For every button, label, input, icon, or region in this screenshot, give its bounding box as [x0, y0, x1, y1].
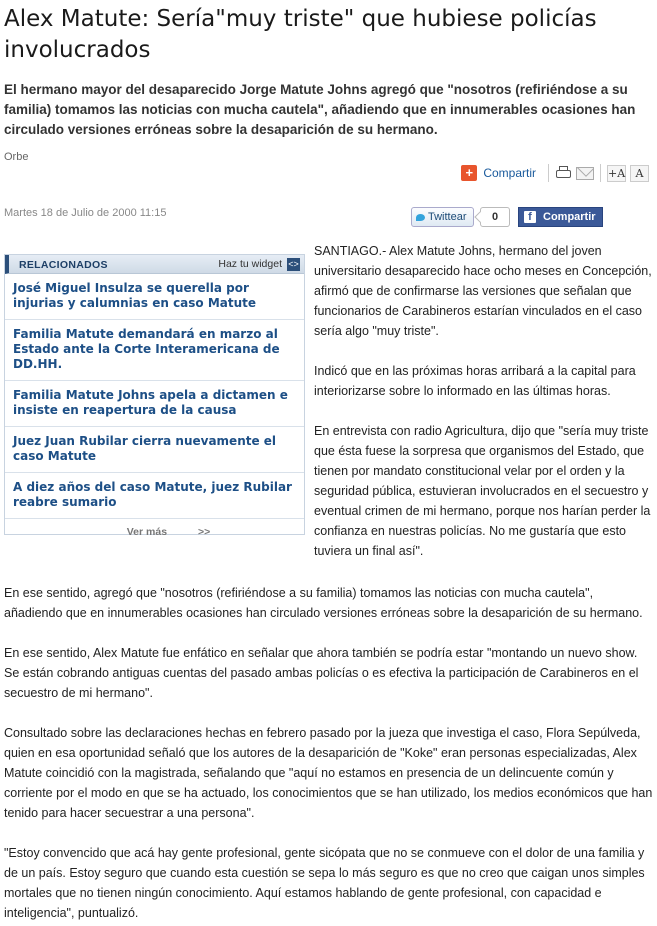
see-more-label: Ver más	[126, 526, 168, 538]
widget-link[interactable]: Haz tu widget	[218, 258, 282, 270]
font-larger-button[interactable]: +A	[608, 166, 626, 180]
related-header	[5, 255, 304, 274]
article-source: Orbe	[4, 151, 29, 163]
related-heading: RELACIONADOS	[19, 259, 108, 271]
tool-group	[548, 164, 594, 182]
article-date: Martes 18 de Julio de 2000 11:15	[4, 207, 167, 219]
related-item[interactable]: Familia Matute demandará en marzo al Estado ante la Corte Interamericana de DD.HH.	[5, 320, 304, 381]
widget-code-icon[interactable]: <>	[288, 259, 299, 269]
facebook-icon: f	[524, 211, 536, 223]
see-more-link[interactable]	[5, 519, 304, 545]
font-smaller-button[interactable]: A	[630, 165, 649, 182]
share-toolbar	[461, 164, 649, 182]
body-paragraph: SANTIAGO.- Alex Matute Johns, hermano del joven universitario desaparecido hace ocho meses en Concepción, afirmó que de confirmarse las versiones que señalan que funcionarios de Carabineros estarían vinculados en el caso sería algo "muy triste".	[314, 244, 652, 338]
share-link[interactable]: Compartir	[483, 166, 536, 180]
related-item[interactable]: Juez Juan Rubilar cierra nuevamente el caso Matute	[5, 427, 304, 473]
see-more-arrows: >>	[197, 526, 211, 538]
article-lead: El hermano mayor del desaparecido Jorge Matute Johns agregó que "nosotros (refiriéndose a su familia) tomamos las noticias con mucha cautela", añadiendo que en innumerables ocasiones han circulado versiones erróneas sobre la desaparición de su hermano.	[4, 82, 636, 137]
font-size-group	[600, 164, 649, 182]
body-paragraph: En entrevista con radio Agricultura, dijo que "sería muy triste que ésta fuese la sorpresa que organismos del Estado, que tienen por mandato constitucional velar por el orden y la seguridad pública, estuvieran involucrados en el secuestro y eventual crimen de mi hermano, porque nos harían perder la confianza en nuestras policías. No me gustaría que esto tuviera un final así".	[314, 424, 651, 558]
body-paragraph: En ese sentido, agregó que "nosotros (refiriéndose a su familia) tomamos las noticias con mucha cautela", añadiendo que en innumerables ocasiones han circulado versiones erróneas sobre la desaparición de su hermano.	[4, 586, 643, 620]
email-icon[interactable]	[576, 167, 594, 180]
print-icon[interactable]	[555, 166, 572, 180]
related-box	[4, 254, 305, 538]
body-paragraph: Indicó que en las próximas horas arribará a la capital para interiorizarse sobre lo informado en las últimas horas.	[314, 364, 636, 398]
article-body-full	[4, 583, 654, 926]
share-plus-icon[interactable]: +	[461, 165, 477, 181]
article-body-side	[314, 241, 654, 581]
body-paragraph: En ese sentido, Alex Matute fue enfático en señalar que ahora también se podría estar "montando un nuevo show. Se están cobrando antiguas cuentas del pasado ambas policías o es efectiva la participación de Carabineros en el secuestro de mi hermano".	[4, 646, 639, 700]
related-list	[5, 274, 304, 519]
body-paragraph: Consultado sobre las declaraciones hechas en febrero pasado por la jueza que investiga el caso, Flora Sepúlveda, quien en esa oportunidad señaló que los autores de la desaparición de "Koke" eran personas especializadas, Alex Matute coincidió con la magistrada, señalando que "aquí no estamos en presencia de un delincuente común y corriente por el modo en que se ha actuado, los conocimientos que se han utilizado, los medios económicos que han tenido para hacer secuestrar a una persona".	[4, 726, 653, 820]
twitter-count: 0	[480, 207, 510, 227]
twitter-widget	[411, 207, 510, 227]
facebook-share-label: Compartir	[543, 211, 596, 223]
body-paragraph: "Estoy convencido que acá hay gente profesional, gente sicópata que no se conmueve con el dolor de una familia y de un país. Estoy seguro que cuando esta cuestión se sepa lo más seguro es que no creo que caigan unos simples mortales que no tienen ningún conocimiento. Aquí estamos hablando de gente profesional, con capacidad e inteligencia", puntualizó.	[4, 846, 645, 920]
related-item[interactable]: Familia Matute Johns apela a dictamen e insiste en reapertura de la causa	[5, 381, 304, 427]
facebook-share-button[interactable]	[518, 207, 603, 227]
related-item[interactable]: A diez años del caso Matute, juez Rubilar reabre sumario	[5, 473, 304, 519]
related-item[interactable]: José Miguel Insulza se querella por injurias y calumnias en caso Matute	[5, 274, 304, 320]
twitter-button[interactable]: Twittear	[411, 207, 474, 227]
article-title: Alex Matute: Sería"muy triste" que hubiese policías involucrados	[4, 6, 597, 63]
